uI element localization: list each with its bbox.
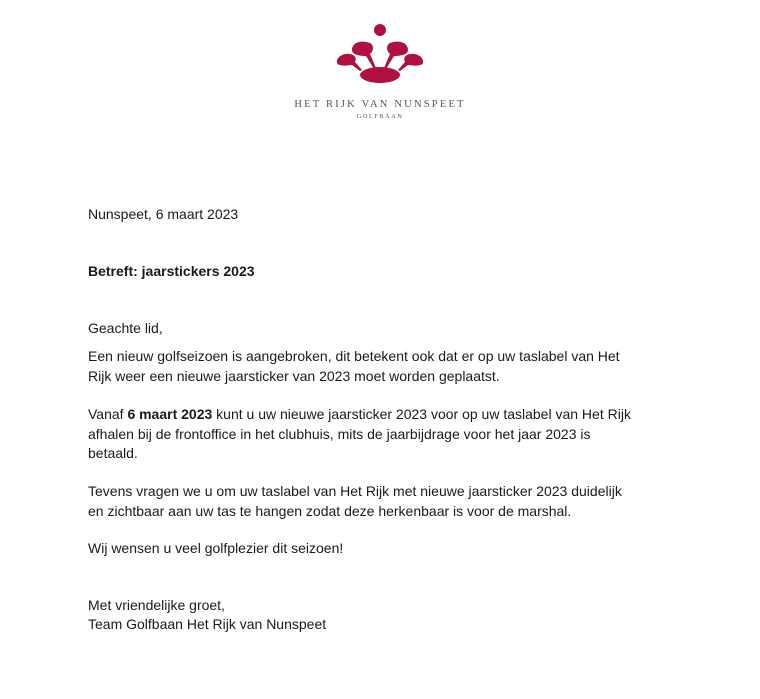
paragraph-1-line-1: Een nieuw golfseizoen is aangebroken, dit betekent ook dat er op uw taslabel van Het — [88, 348, 620, 364]
paragraph-2 — [88, 405, 688, 464]
paragraph-3-line-2: en zichtbaar aan uw tas te hangen zodat deze herkenbaar is voor de marshal. — [88, 502, 572, 519]
paragraph-2-line-1 — [88, 405, 688, 425]
paragraph-1 — [88, 347, 688, 386]
subject-line: Betreft: jaarstickers 2023 — [88, 263, 255, 279]
paragraph-1-line-2: Rijk weer een nieuwe jaarsticker van 2023 moet worden geplaatst. — [88, 367, 500, 384]
paragraph-3 — [88, 482, 688, 521]
paragraph-2-prefix: Vanaf — [88, 406, 128, 422]
golf-crown-logo-icon — [330, 18, 430, 88]
brand-subtitle: GOLFBAAN — [356, 113, 404, 120]
place-date: Nunspeet, 6 maart 2023 — [88, 206, 239, 222]
paragraph-3-line-1: Tevens vragen we u om uw taslabel van Het Rijk met nieuwe jaarsticker 2023 duidelijk — [88, 483, 622, 499]
paragraph-2-line-2: afhalen bij de frontoffice in het clubhuis, mits de jaarbijdrage voor het jaar 2023 is — [88, 425, 591, 442]
closing: Met vriendelijke groet, — [88, 597, 225, 613]
paragraph-2-date: 6 maart 2023 — [127, 406, 213, 422]
salutation: Geachte lid, — [88, 320, 163, 336]
brand-name: HET RIJK VAN NUNSPEET — [294, 99, 466, 110]
signature: Team Golfbaan Het Rijk van Nunspeet — [88, 616, 327, 632]
paragraph-4: Wij wensen u veel golfplezier dit seizoen! — [88, 540, 344, 556]
paragraph-2-rest: kunt u uw nieuwe jaarsticker 2023 voor op uw taslabel van Het Rijk — [212, 406, 631, 422]
paragraph-2-line-3: betaald. — [88, 445, 138, 461]
